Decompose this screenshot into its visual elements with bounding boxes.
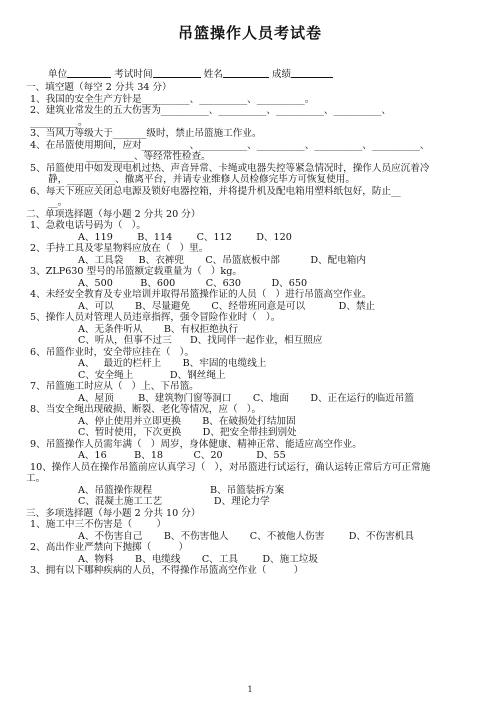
multi-choice-q1-options: A、不伤害自己 B、不伤害他人 C、不被他人伤害 D、不伤害机具	[78, 530, 414, 542]
fill-blank-q2: 2、建筑业常发生的五大伤害为__________、__________、__________、__________、	[30, 105, 392, 116]
single-choice-q4-options: A、可以 B、尽量避免 C、经带班同意是可以 D、禁止	[78, 300, 376, 312]
fill-blank-q2-cont: __________。	[30, 116, 88, 128]
single-choice-q10-options-row1: A、吊篮操作规程 B、吊篮装拆方案	[78, 484, 285, 496]
info-score-label: 成绩	[271, 69, 292, 80]
single-choice-q8: 8、当安全绳出现破损、断裂、老化等情况，应（ ）。	[30, 404, 262, 415]
exam-title: 吊篮操作人员考试卷	[177, 24, 322, 42]
exam-info-bar	[48, 68, 333, 81]
fill-blank-q1: 1、我国的安全生产方针是__________、__________、__________。	[30, 93, 315, 105]
section-single-choice-heading: 二、单项选择题（每小题 2 分共 20 分）	[26, 208, 201, 220]
single-choice-q8-options-row1: A、停止使用并立即更换 B、在破损处打结加固	[78, 415, 296, 427]
info-name-blank	[223, 68, 269, 78]
single-choice-q2: 2、手持工具及零星物料应放在（ ）里。	[30, 243, 209, 254]
single-choice-q9-options: A、16 B、18 C、20 D、55	[78, 450, 286, 461]
info-unit-blank	[67, 68, 111, 78]
single-choice-q1-options: A、119 B、114 C、112 D、120	[78, 231, 292, 243]
single-choice-q5-options-row2: C、听从，但事不过三 D、找同伴一起作业，相互照应	[78, 335, 323, 346]
single-choice-q4: 4、未经安全教育及专业培训并取得吊篮操作证的人员（ ）进行吊篮高空作业。	[30, 289, 372, 300]
single-choice-q2-options: A、工具袋 B、衣裤兜 C、吊篮底板中部 D、配电箱内	[78, 254, 366, 266]
single-choice-q10: 10、操作人员在操作吊篮前应认真学习（ ），对吊篮进行试运行，确认运转正常后方可正常施	[30, 461, 431, 473]
single-choice-q7-options: A、屋顶 B、建筑物门窗等洞口 C、地面 D、正在运行的临近吊篮	[78, 392, 414, 404]
fill-blank-q5: 5、吊篮使用中如发现电机过热、声音异常、卡绳或电器失控等紧急情况时，操作人员应沉着冷	[30, 162, 430, 174]
single-choice-q6-options-row2: C、安全绳上 D、钢丝绳上	[78, 369, 226, 381]
single-choice-q10-options-row2: C、混凝土施工工艺 D、理论力学	[78, 496, 270, 507]
fill-blank-q5-cont: 静，__________、撤离平台，并请专业维修人员检修完毕方可恢复使用。	[48, 174, 355, 185]
single-choice-q6-options-row1: A、 最近的栏杆上 B、牢固的电缆线上	[78, 358, 267, 369]
single-choice-q5-options-row1: A、无条件听从 B、有权拒绝执行	[78, 323, 239, 335]
page-number: 1	[247, 685, 253, 694]
single-choice-q7: 7、吊篮施工时应从（ ）上、下吊篮。	[30, 381, 199, 392]
single-choice-q10-cont: 工。	[26, 473, 46, 484]
multi-choice-q2: 2、高出作业严禁向下抛掷（ ）	[30, 542, 189, 553]
info-unit-label: 单位	[48, 69, 68, 80]
info-score-blank	[291, 68, 333, 78]
fill-blank-q6-cont: __。	[48, 197, 68, 208]
single-choice-q6: 6、吊篮作业时，安全带应挂在（ ）。	[30, 346, 194, 358]
single-choice-q9: 9、吊篮操作人员需年满（ ）周岁，身体健康、精神正常、能适应高空作业。	[30, 438, 362, 450]
fill-blank-q4: 4、在吊篮使用期间，应对__________、__________、__________、__________、__________、	[30, 139, 430, 151]
multi-choice-q1: 1、施工中三不伤害是（ ）	[30, 519, 167, 530]
section-fill-blank-heading: 一、填空题（每空 2 分共 34 分）	[26, 82, 172, 93]
single-choice-q1: 1、急救电话号码为（ ）。	[30, 220, 146, 231]
section-multi-choice-heading: 三、多项选择题（每小题 2 分共 10 分）	[26, 507, 201, 519]
exam-content	[26, 82, 478, 577]
fill-blank-q6: 6、每天下班应关闭总电源及锁好电器控箱，并将提升机及配电箱用塑料纸包好，防止__	[30, 185, 401, 197]
multi-choice-q3: 3、拥有以下哪种疾病的人员，不得操作吊篮高空作业（ ）	[30, 565, 304, 576]
fill-blank-q3: 3、当风力等级大于_______级时，禁止吊篮施工作业。	[30, 128, 262, 139]
info-time-label: 考试时间	[114, 69, 153, 80]
multi-choice-q2-options: A、物料 B、电缆线 C、工具 D、施工垃圾	[78, 553, 319, 565]
single-choice-q8-options-row2: C、暂时使用，下次更换 D、把安全带挂到别处	[78, 427, 297, 438]
single-choice-q3: 3、ZLP630 型号的吊篮额定载重量为（ ）kg。	[30, 266, 242, 277]
single-choice-q5: 5、操作人员对管理人员违章指挥，强令冒险作业时（ ）。	[30, 312, 281, 323]
info-name-label: 姓名	[203, 69, 223, 80]
fill-blank-q4-cont: __________、等经常性检查。	[86, 151, 211, 162]
info-time-blank	[153, 68, 201, 78]
single-choice-q3-options: A、500 B、600 C、630 D、650	[78, 277, 308, 289]
